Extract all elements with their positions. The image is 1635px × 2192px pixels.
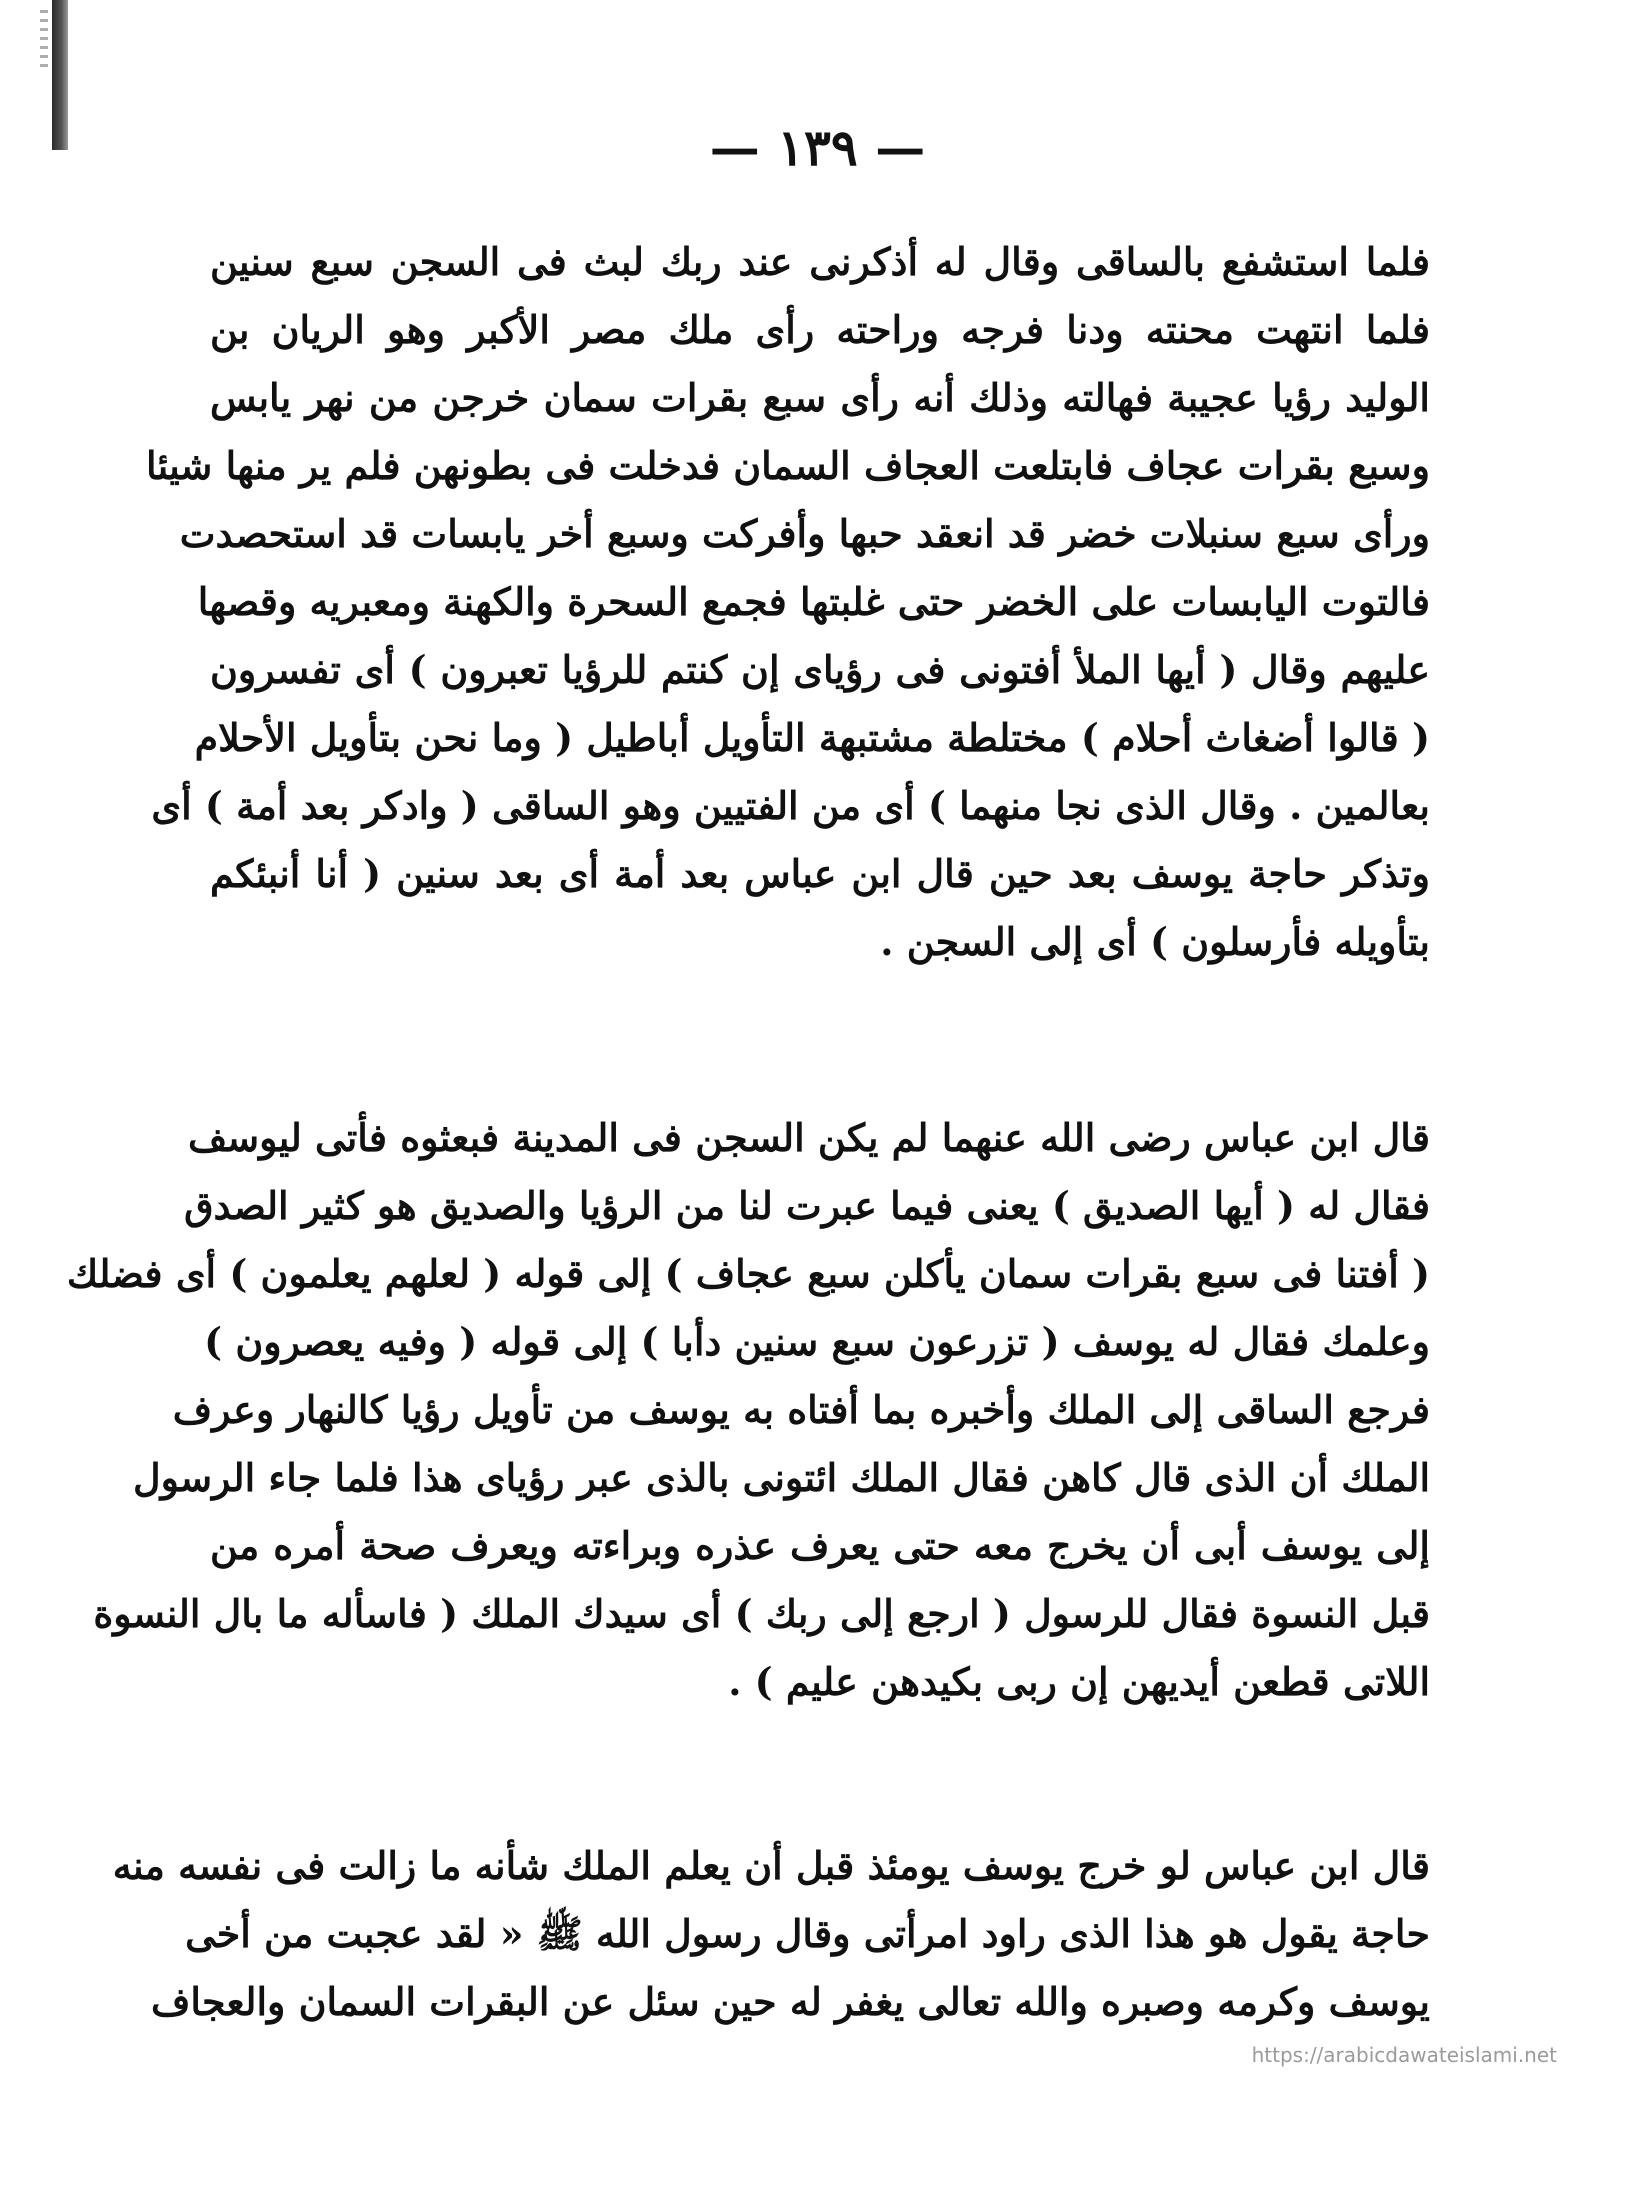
text-line: فلما انتهت محنته ودنا فرجه وراحته رأى ملك مصر الأكبر وهو الريان بن [210,307,1430,352]
text-line: فالتوت اليابسات على الخضر حتى غلبتها فجمع السحرة والكهنة ومعبريه وقصها [197,579,1430,624]
text-line: الملك أن الذى قال كاهن فقال الملك ائتونى بالذى عبر رؤياى هذا فلما جاء الرسول [132,1455,1430,1500]
text-line: وعلمك فقال له يوسف ( تزرعون سبع سنين دأبا ) إلى قوله ( وفيه يعصرون ) [204,1319,1430,1364]
text-line: ( أفتنا فى سبع بقرات سمان يأكلن سبع عجاف ) إلى قوله ( لعلهم يعلمون ) أى فضلك [66,1251,1430,1296]
text-line: قال ابن عباس رضى الله عنهما لم يكن السجن فى المدينة فبعثوه فأتى ليوسف [187,1115,1430,1160]
text-line: بتأويله فأرسلون ) أى إلى السجن . [880,919,1430,964]
text-line: فقال له ( أيها الصديق ) يعنى فيما عبرت لنا من الرؤيا والصديق هو كثير الصدق [184,1183,1430,1228]
text-line: ( قالوا أضغاث أحلام ) مختلطة مشتبهة التأويل أباطيل ( وما نحن بتأويل الأحلام [194,715,1430,760]
paragraph-1 [146,228,1430,976]
text-line: إلى يوسف أبى أن يخرج معه حتى يعرف عذره وبراءته ويعرف صحة أمره من [210,1523,1430,1568]
text-line: وسبع بقرات عجاف فابتلعت العجاف السمان فدخلت فى بطونهن فلم ير منها شيئا [146,443,1430,488]
scan-speckle [40,10,48,70]
text-line: فرجع الساقى إلى الملك وأخبره بما أفتاه به يوسف من تأويل رؤيا كالنهار وعرف [172,1387,1430,1432]
text-line: قال ابن عباس لو خرج يوسف يومئذ قبل أن يعلم الملك شأنه ما زالت فى نفسه منه [112,1843,1430,1888]
page-number: — ١٣٩ — [709,118,926,177]
paragraph-3 [112,1832,1430,2036]
text-line: يوسف وكرمه وصبره والله تعالى يغفر له حين سئل عن البقرات السمان والعجاف [151,1979,1430,2024]
text-line: اللاتى قطعن أيديهن إن ربى بكيدهن عليم ) . [728,1659,1430,1704]
text-line: وتذكر حاجة يوسف بعد حين قال ابن عباس بعد أمة أى بعد سنين ( أنا أنبئكم [210,851,1430,896]
text-line: فلما استشفع بالساقى وقال له أذكرنى عند ربك لبث فى السجن سبع سنين [210,239,1430,284]
text-line: الوليد رؤيا عجيبة فهالته وذلك أنه رأى سبع بقرات سمان خرجن من نهر يابس [210,375,1430,420]
text-line: قبل النسوة فقال للرسول ( ارجع إلى ربك ) أى سيدك الملك ( فاسأله ما بال النسوة [93,1591,1430,1636]
text-line: عليهم وقال ( أيها الملأ أفتونى فى رؤياى إن كنتم للرؤيا تعبرون ) أى تفسرون [210,647,1430,692]
text-line: حاجة يقول هو هذا الذى راود امرأتى وقال رسول الله ﷺ « لقد عجبت من أخى [185,1911,1430,1956]
text-line: ورأى سبع سنبلات خضر قد انعقد حبها وأفركت وسبع أخر يابسات قد استحصدت [179,511,1430,556]
paragraph-2 [66,1104,1430,1716]
watermark-url: https://arabicdawateislami.net [1251,2043,1557,2067]
text-line: بعالمين . وقال الذى نجا منهما ) أى من الفتيين وهو الساقى ( وادكر بعد أمة ) أى [151,783,1430,828]
